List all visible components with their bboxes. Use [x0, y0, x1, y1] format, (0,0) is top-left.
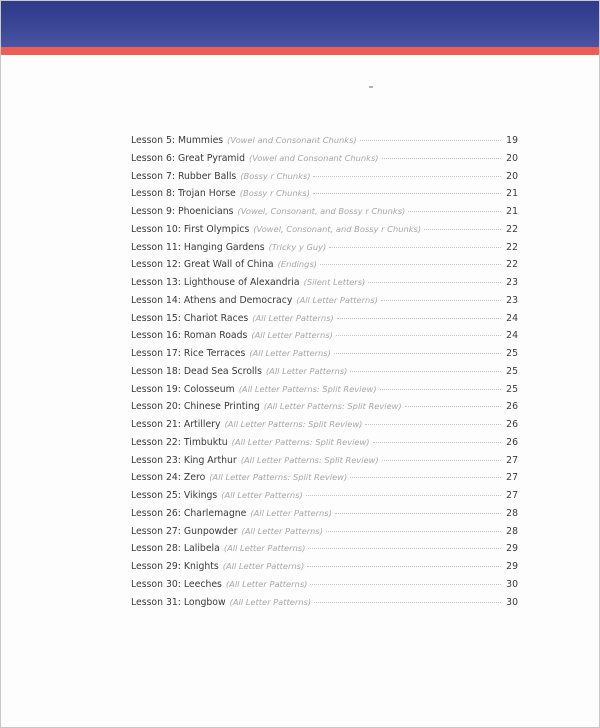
- header-stripe: [1, 47, 599, 55]
- lesson-title: Lesson 6: Great Pyramid: [131, 152, 245, 164]
- lesson-topic: (Silent Letters): [303, 277, 366, 287]
- toc-entry: [131, 597, 518, 615]
- lesson-title: Lesson 29: Knights: [131, 561, 219, 572]
- dot-leader: [310, 584, 501, 585]
- page-number: 27: [506, 472, 518, 484]
- lesson-topic: (Vowel, Consonant, and Bossy r Chunks): [237, 206, 406, 216]
- dot-leader: [381, 300, 501, 301]
- lesson-topic: (All Letter Patterns): [225, 578, 308, 589]
- lesson-title: Lesson 15: Chariot Races: [131, 312, 249, 324]
- toc-entry: [131, 242, 518, 260]
- page-number: 30: [506, 596, 518, 608]
- lesson-title: Lesson 27: Gunpowder: [131, 525, 238, 537]
- toc-entry: [131, 206, 518, 224]
- lesson-topic: (All Letter Patterns): [241, 525, 323, 536]
- dot-leader: [313, 193, 501, 194]
- lesson-topic: (All Letter Patterns): [250, 507, 332, 518]
- page-number: 30: [506, 578, 518, 590]
- page-number: 29: [506, 543, 518, 555]
- toc-entry: [131, 295, 518, 313]
- lesson-topic: (Vowel, Consonant, and Bossy r Chunks): [253, 223, 422, 234]
- lesson-topic: (Tricky y Guy): [268, 241, 327, 252]
- lesson-title: Lesson 21: Artillery: [131, 419, 221, 430]
- dot-leader: [360, 140, 501, 141]
- lesson-topic: (All Letter Patterns: Split Review): [238, 383, 377, 394]
- dot-leader: [380, 389, 501, 390]
- lesson-title: Lesson 18: Dead Sea Scrolls: [131, 365, 262, 377]
- lesson-topic: (All Letter Patterns): [252, 312, 334, 323]
- lesson-topic: (Vowel and Consonant Chunks): [248, 152, 379, 163]
- page-number: 26: [506, 401, 518, 413]
- toc-entry: [131, 366, 518, 384]
- page-number: 22: [506, 223, 518, 235]
- toc-entry: [131, 153, 518, 171]
- page-number: 21: [506, 188, 518, 200]
- lesson-title: Lesson 19: Colosseum: [131, 383, 235, 395]
- lesson-topic: (All Letter Patterns: Split Review): [209, 472, 348, 483]
- dot-leader: [350, 371, 501, 372]
- lesson-title: Lesson 16: Roman Roads: [131, 330, 248, 342]
- toc-entry: [131, 259, 518, 277]
- dot-leader: [313, 176, 501, 177]
- toc-entry: [131, 526, 518, 544]
- lesson-title: Lesson 23: King Arthur: [131, 454, 237, 466]
- page-number: 27: [506, 454, 518, 466]
- lesson-title: Lesson 14: Athens and Democracy: [131, 294, 293, 306]
- lesson-topic: (All Letter Patterns: Split Review): [224, 419, 363, 429]
- page-number: 20: [506, 170, 518, 182]
- toc-entry: [131, 419, 518, 437]
- lesson-topic: (All Letter Patterns): [296, 294, 378, 305]
- toc-entry: [131, 171, 518, 189]
- lesson-title: Lesson 17: Rice Terraces: [131, 348, 246, 359]
- page-number: 22: [506, 241, 518, 253]
- dot-leader: [337, 318, 501, 319]
- dot-leader: [314, 602, 501, 603]
- page-number: 23: [506, 294, 518, 306]
- lesson-topic: (Bossy r Chunks): [240, 170, 311, 181]
- toc-entry: [131, 330, 518, 348]
- dot-leader: [307, 566, 501, 567]
- page-number: 25: [506, 348, 518, 359]
- page-number: 28: [506, 525, 518, 537]
- toc-entry: [131, 472, 518, 490]
- dot-leader: [320, 264, 501, 265]
- page-number: 28: [506, 507, 518, 519]
- lesson-topic: (All Letter Patterns: Split Review): [231, 436, 370, 447]
- lesson-topic: (All Letter Patterns: Split Review): [240, 454, 379, 465]
- dot-leader: [368, 282, 501, 283]
- lesson-title: Lesson 31: Longbow: [131, 596, 226, 608]
- table-of-contents: [131, 135, 518, 614]
- header-band: [1, 1, 599, 47]
- toc-entry: [131, 313, 518, 331]
- lesson-topic: (Bossy r Chunks): [239, 188, 310, 199]
- lesson-title: Lesson 9: Phoenicians: [131, 206, 234, 217]
- toc-entry: [131, 277, 518, 295]
- dot-leader: [382, 158, 501, 159]
- dot-leader: [335, 513, 501, 514]
- lesson-title: Lesson 13: Lighthouse of Alexandria: [131, 277, 300, 288]
- lesson-topic: (All Letter Patterns): [222, 561, 305, 571]
- lesson-topic: (All Letter Patterns): [221, 490, 303, 500]
- page-number: 20: [506, 152, 518, 164]
- lesson-title: Lesson 20: Chinese Printing: [131, 401, 260, 413]
- dot-leader: [329, 247, 501, 248]
- toc-entry: [131, 384, 518, 402]
- lesson-title: Lesson 26: Charlemagne: [131, 507, 247, 519]
- dot-leader: [334, 353, 501, 354]
- lesson-title: Lesson 22: Timbuktu: [131, 436, 228, 448]
- page-number: 23: [506, 277, 518, 288]
- page-number: 22: [506, 259, 518, 271]
- lesson-title: Lesson 11: Hanging Gardens: [131, 241, 265, 253]
- toc-entry: [131, 437, 518, 455]
- lesson-title: Lesson 8: Trojan Horse: [131, 188, 236, 200]
- lesson-title: Lesson 24: Zero: [131, 472, 206, 484]
- lesson-topic: (Endings): [277, 259, 318, 270]
- page-number: 26: [506, 436, 518, 448]
- toc-entry: [131, 401, 518, 419]
- toc-entry: [131, 348, 518, 366]
- toc-entry: [131, 224, 518, 242]
- dot-leader: [408, 211, 501, 212]
- lesson-title: Lesson 28: Lalibela: [131, 543, 220, 555]
- dot-leader: [405, 406, 501, 407]
- dot-leader: [373, 442, 501, 443]
- lesson-title: Lesson 12: Great Wall of China: [131, 259, 274, 271]
- dot-leader: [350, 477, 501, 478]
- toc-entry: [131, 561, 518, 579]
- lesson-title: Lesson 7: Rubber Balls: [131, 170, 237, 182]
- lesson-topic: (All Letter Patterns): [229, 596, 312, 607]
- scan-mark: [369, 86, 373, 88]
- page-number: 25: [506, 383, 518, 395]
- toc-entry: [131, 188, 518, 206]
- lesson-title: Lesson 10: First Olympics: [131, 223, 250, 235]
- dot-leader: [336, 335, 501, 336]
- lesson-title: Lesson 5: Mummies: [131, 135, 224, 146]
- lesson-topic: (All Letter Patterns): [249, 348, 331, 358]
- page-number: 24: [506, 330, 518, 342]
- lesson-title: Lesson 25: Vikings: [131, 490, 218, 501]
- page-number: 24: [506, 312, 518, 324]
- page-number: 27: [506, 490, 518, 501]
- dot-leader: [382, 460, 501, 461]
- lesson-topic: (All Letter Patterns): [251, 330, 333, 341]
- lesson-title: Lesson 30: Leeches: [131, 578, 222, 590]
- toc-entry: [131, 135, 518, 153]
- dot-leader: [424, 229, 501, 230]
- dot-leader: [326, 531, 501, 532]
- lesson-topic: (All Letter Patterns): [265, 365, 348, 376]
- dot-leader: [365, 424, 501, 425]
- toc-entry: [131, 490, 518, 508]
- page-number: 26: [506, 419, 518, 430]
- page-number: 25: [506, 365, 518, 377]
- toc-entry: [131, 508, 518, 526]
- lesson-topic: (Vowel and Consonant Chunks): [227, 135, 357, 145]
- lesson-topic: (All Letter Patterns): [223, 543, 306, 554]
- lesson-topic: (All Letter Patterns: Split Review): [263, 401, 402, 412]
- page-number: 19: [506, 135, 518, 146]
- toc-entry: [131, 579, 518, 597]
- dot-leader: [306, 495, 501, 496]
- dot-leader: [308, 548, 501, 549]
- toc-entry: [131, 455, 518, 473]
- page-number: 29: [506, 561, 518, 572]
- toc-entry: [131, 543, 518, 561]
- page-number: 21: [506, 206, 518, 217]
